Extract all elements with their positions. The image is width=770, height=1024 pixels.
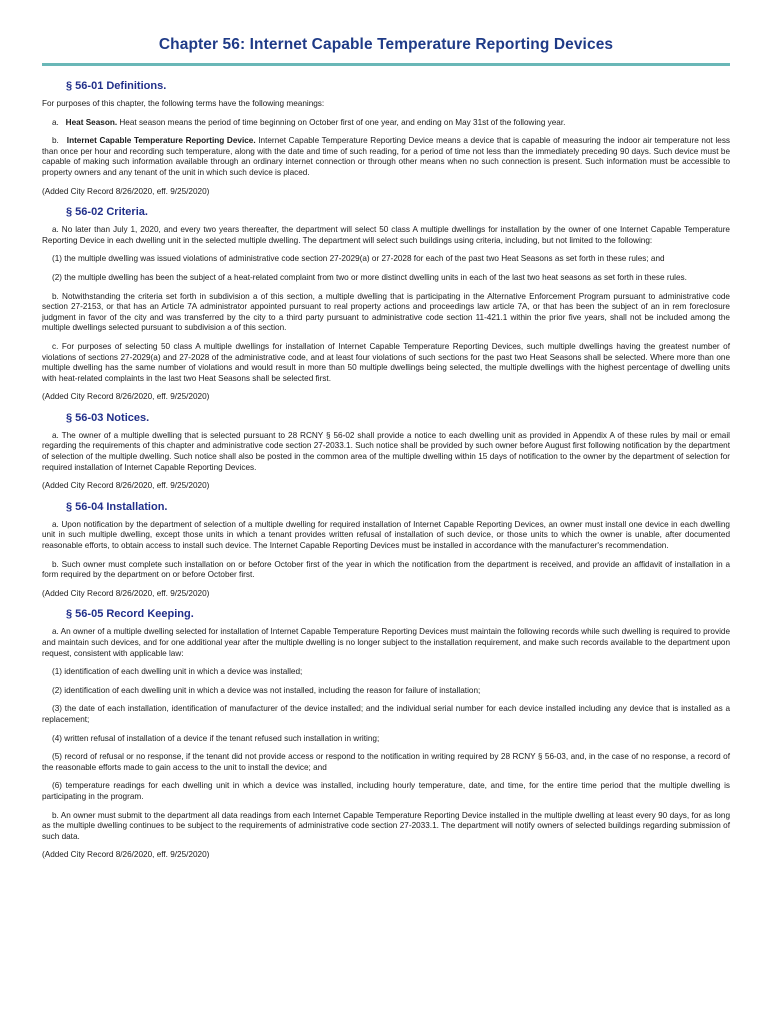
section-56-01: [42, 80, 730, 197]
item-prefix: b.: [52, 136, 59, 146]
paragraph-2: (2) identification of each dwelling unit in which a device was not installed, including the reason for failure of installation;: [52, 685, 481, 695]
source-note: (Added City Record 8/26/2020, eff. 9/25/2020): [42, 588, 210, 598]
paragraph-5: (5) record of refusal or no response, if the tenant did not provide access or respond to the notification in writing required by 28 RCNY § 56-03, and, in the case of no response, a record of the reasonable efforts made to gain access to the unit to install the device; and: [42, 752, 730, 772]
source-note: (Added City Record 8/26/2020, eff. 9/25/2020): [42, 481, 210, 491]
subdivision-a: a. An owner of a multiple dwelling selected for installation of Internet Capable Temperature Reporting Devices must maintain the following records while such dwelling is required to provide and maintain such devices, and for one additional year after the multiple dwelling is no longer subject to the installation requirement, and make such records available to the department upon request, consistent with applicable law:: [42, 627, 730, 658]
section-56-05: [42, 608, 730, 861]
subdivision-c: c. For purposes of selecting 50 class A multiple dwellings for installation of Internet Capable Temperature Reporting Devices, such multiple dwellings having the greatest number of violations of sections 27-2029(a) and 27-2028 of the administrative code, and at least four violations of such sections for the past two Heat Seasons shall be selected. Where more than one multiple dwelling has the same number of violations and would result in more than 50 multiple dwellings being selected, the multiple dwellings with the highest percentage of dwelling units with heat-related complaints in the last two Heat Seasons shall be selected first.: [42, 341, 730, 383]
subdivision-b: b. Notwithstanding the criteria set forth in subdivision a of this section, a multiple dwelling that is participating in the Alternative Enforcement Program pursuant to administrative code section 27-2153, or that has an Article 7A administrator appointed pursuant to real property actions and proceedings law article 7A, or that has been the subject of an in rem foreclosure judgment in favor of the city and was transferred by the city to a third party pursuant to administrative code section 11-421.1 within the prior five years, shall not be included among the multiple dwellings selected pursuant to subdivision a of this section.: [42, 291, 730, 333]
subdivision-b: b. Such owner must complete such installation on or before October first of the year in which the notification from the department is received, and provide an affidavit of installation in a form required by the department on or before October first.: [42, 559, 730, 580]
section-56-03: [42, 412, 730, 492]
item-prefix: a.: [52, 117, 59, 127]
definition-text: Internet Capable Temperature Reporting Device means a device that is capable of measuring the indoor air temperature not less than once per hour and recording such temperature, along with the date and time of such reading, for a period of time not less than the immediately preceding 90 days. Such device must be capable of making such information available through an ordinary internet connection or through other means when no such connection is present. Such information must be accessible to property owners and any tenant of the unit in which such device is placed.: [42, 136, 731, 177]
paragraph-3: (3) the date of each installation, identification of manufacturer of the device installed; and the individual serial number for each device installed including any device that is installed as a replacement;: [42, 704, 730, 724]
section-heading: § 56-03 Notices.: [66, 411, 150, 424]
source-note: (Added City Record 8/26/2020, eff. 9/25/2020): [42, 392, 210, 402]
section-56-02: [42, 206, 730, 403]
section-heading: § 56-05 Record Keeping.: [66, 608, 194, 621]
section-heading: § 56-04 Installation.: [66, 500, 168, 513]
paragraph-6: (6) temperature readings for each dwelling unit in which a device was installed, including hourly temperature, date, and time, for the entire time period that the multiple dwelling is participating in the program.: [42, 781, 730, 801]
title-divider: [42, 63, 730, 66]
definition-device: [42, 136, 730, 178]
defined-term: Internet Capable Temperature Reporting Device.: [66, 136, 256, 146]
chapter-title: Chapter 56: Internet Capable Temperature Reporting Devices: [158, 36, 614, 53]
subdivision-a: a. Upon notification by the department of selection of a multiple dwelling for required installation of Internet Capable Reporting Devices, an owner must install one device in each dwelling unit in such multiple dwelling, except those units in which a tenant provides written refusal of installation of such device, or those units to which the owner is unable, after documented reasonable efforts, to obtain access to install such device. The Internet Capable Reporting Devices must be installed in accordance with the manufacturer's recommendation.: [42, 519, 730, 551]
source-note: (Added City Record 8/26/2020, eff. 9/25/2020): [42, 186, 210, 196]
paragraph-1: (1) identification of each dwelling unit in which a device was installed;: [52, 667, 303, 677]
section-intro: For purposes of this chapter, the following terms have the following meanings:: [42, 99, 325, 108]
source-note: (Added City Record 8/26/2020, eff. 9/25/2020): [42, 850, 210, 860]
subdivision-b: b. An owner must submit to the department all data readings from each Internet Capable Temperature Reporting Device installed in the multiple dwelling at least every 90 days, for as long as the multiple dwelling continues to be subject to the requirements of administrative code section 27-2033.1. The department will notify owners of selected buildings regarding submission of such data.: [42, 810, 730, 841]
section-heading: § 56-01 Definitions.: [66, 80, 167, 92]
paragraph-2: (2) the multiple dwelling has been the subject of a heat-related complaint from two or more distinct dwelling units in each of the last two heat seasons as set forth in these rules.: [52, 272, 687, 282]
definition-heat-season: [42, 118, 730, 129]
defined-term: Heat Season.: [65, 117, 118, 127]
section-56-04: [42, 501, 730, 600]
document-page: [42, 30, 730, 870]
paragraph-4: (4) written refusal of installation of a device if the tenant refused such installation in writing;: [52, 733, 380, 743]
subdivision-a: a. The owner of a multiple dwelling that is selected pursuant to 28 RCNY § 56-02 shall provide a notice to each dwelling unit as provided in Appendix A of these rules by mail or email regarding the requirements of this chapter and administrative code section 27-2033.1. Such notice shall be provided by such owner before August first following notification by the department of selection of the multiple dwelling. Such notice shall also be posted in the common area of the multiple dwelling within 15 days of notification to the owner by the department of selection for required installation of Internet Capable Reporting Devices.: [42, 430, 730, 472]
subdivision-a: a. No later than July 1, 2020, and every two years thereafter, the department will select 50 class A multiple dwellings for installation by the owner of one Internet Capable Temperature Reporting Device in each dwelling unit in the selected multiple dwelling. The department will select such buildings using criteria, including, but not limited to the following:: [42, 225, 730, 245]
paragraph-1: (1) the multiple dwelling was issued violations of administrative code section 27-2029(a) or 27-2028 for each of the past two Heat Seasons as set forth in these rules; and: [52, 254, 665, 264]
section-heading: § 56-02 Criteria.: [66, 206, 148, 219]
definition-text: Heat season means the period of time beginning on October first of one year, and ending on May 31st of the following year.: [119, 117, 566, 127]
